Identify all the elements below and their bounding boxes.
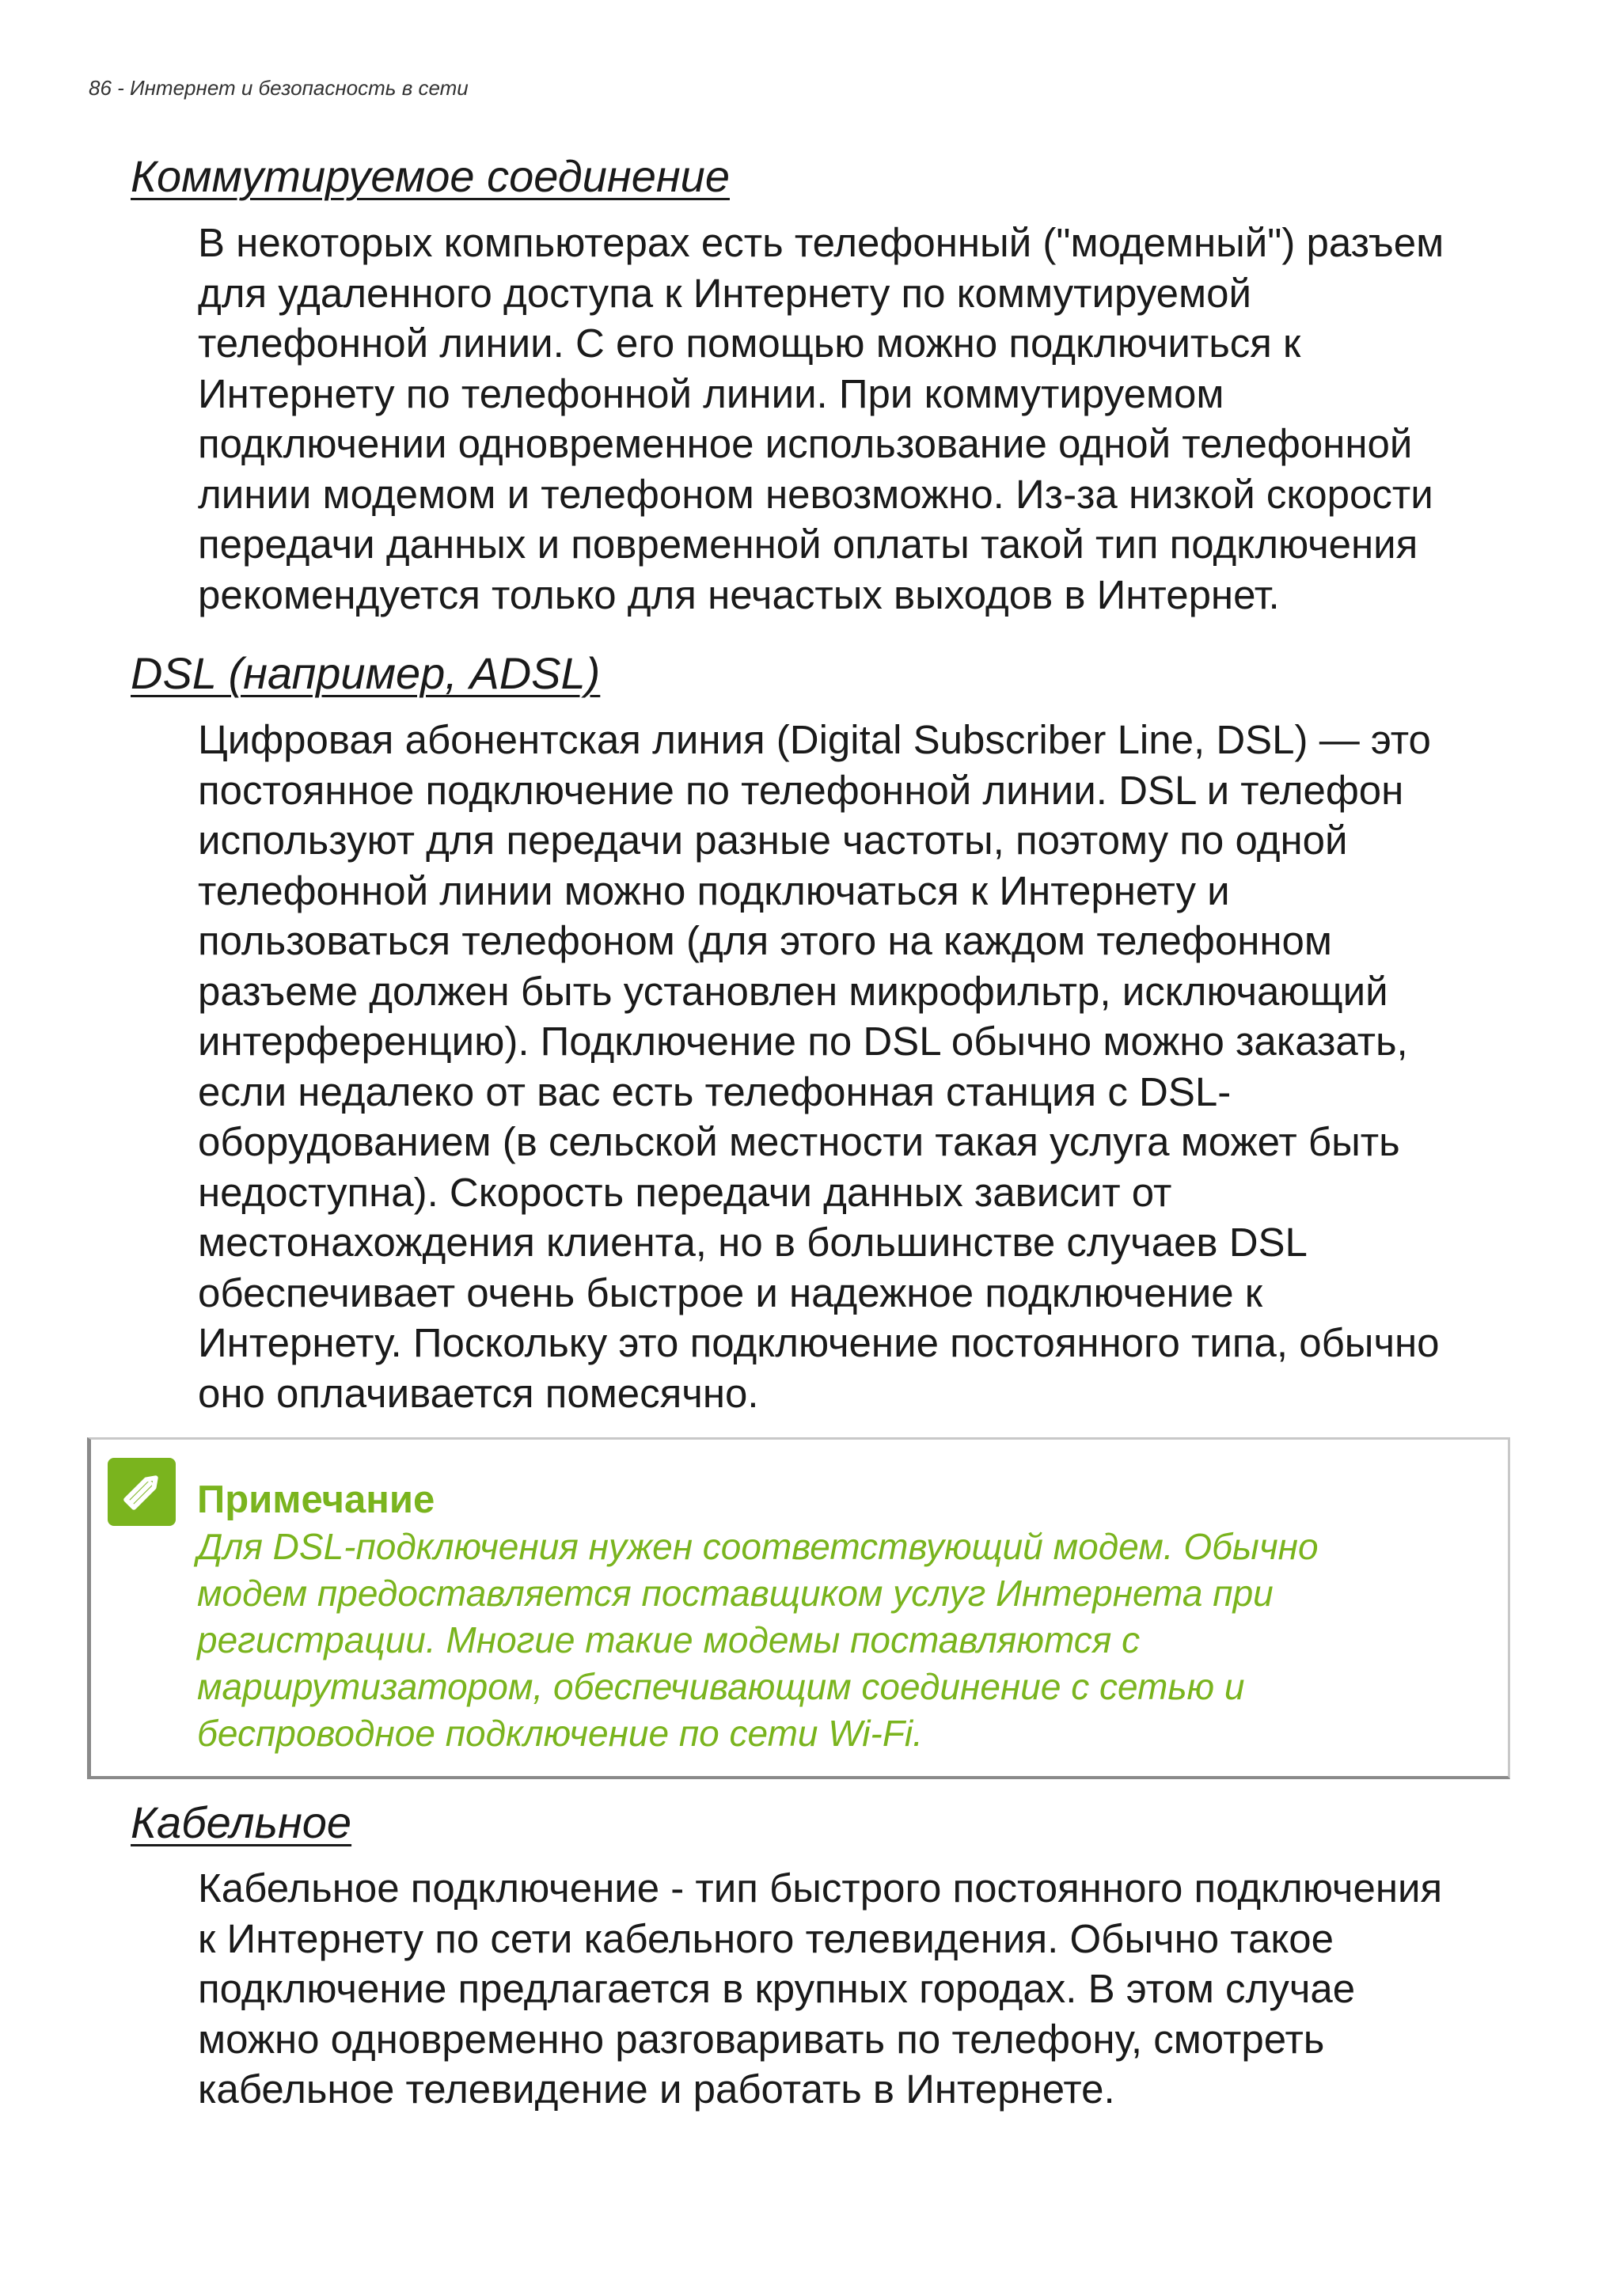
text-line: оно оплачивается помесячно.: [198, 1370, 759, 1416]
text-line: линии модемом и телефоном невозможно. Из-за низкой скорости: [198, 471, 1433, 517]
text-line: если недалеко от вас есть телефонная станция с DSL-: [198, 1068, 1232, 1114]
text-line: интерференцию). Подключение по DSL обычно можно заказать,: [198, 1019, 1408, 1064]
text-line: Интернету. Поскольку это подключение постоянного типа, обычно: [198, 1320, 1440, 1365]
text-line: пользоваться телефоном (для этого на каждом телефонном: [198, 918, 1332, 963]
text-line: разъеме должен быть установлен микрофильтр, исключающий: [198, 968, 1388, 1014]
text-line: используют для передачи разные частоты, поэтому по одной: [198, 818, 1348, 863]
text-line: недоступна). Скорость передачи данных зависит от: [198, 1169, 1172, 1215]
note-line: модем предоставляется поставщиком услуг Интернета при: [197, 1573, 1274, 1614]
text-line: кабельное телевидение и работать в Интернете.: [198, 2066, 1115, 2112]
note-line: регистрации. Многие такие модемы поставляются с: [197, 1619, 1141, 1660]
text-line: телефонной линии. С его помощью можно подключиться к: [198, 321, 1301, 366]
section-heading-dialup: Коммутируемое соединение: [131, 151, 730, 201]
section-body-cable: [198, 1863, 1543, 2115]
text-line: Интернету по телефонной линии. При коммутируемом: [198, 370, 1224, 416]
text-line: передачи данных и повременной оплаты такой тип подключения: [198, 522, 1418, 567]
text-line: Кабельное подключение - тип быстрого постоянного подключения: [198, 1865, 1443, 1911]
note-box: [87, 1437, 1510, 1779]
note-title: Примечание: [197, 1478, 435, 1521]
text-line: подключение предлагается в крупных городах. В этом случае: [198, 1966, 1356, 2011]
section-body-dsl: [198, 715, 1543, 1418]
text-line: Цифровая абонентская линия (Digital Subscriber Line, DSL) — это: [198, 717, 1431, 762]
text-line: подключении одновременное использование одной телефонной: [198, 421, 1413, 466]
note-body: [197, 1524, 1479, 1757]
text-line: местонахождения клиента, но в большинстве случаев DSL: [198, 1220, 1308, 1265]
text-line: В некоторых компьютерах есть телефонный ("модемный") разъем: [198, 220, 1444, 265]
text-line: для удаленного доступа к Интернету по коммутируемой: [198, 270, 1251, 316]
section-heading-dsl: DSL (например, ADSL): [131, 648, 601, 698]
section-heading-cable: Кабельное: [131, 1797, 352, 1847]
text-line: к Интернету по сети кабельного телевидения. Обычно такое: [198, 1915, 1334, 1961]
text-line: можно одновременно разговаривать по телефону, смотреть: [198, 2016, 1325, 2062]
pencil-icon: [108, 1458, 176, 1526]
text-line: телефонной линии можно подключаться к Интернету и: [198, 867, 1230, 913]
running-header: 86 - Интернет и безопасность в сети: [89, 76, 469, 100]
text-line: оборудованием (в сельской местности такая услуга может быть: [198, 1119, 1400, 1164]
text-line: постоянное подключение по телефонной линии. DSL и телефон: [198, 767, 1404, 813]
text-line: рекомендуется только для нечастых выходов в Интернет.: [198, 571, 1280, 617]
note-line: беспроводное подключение по сети Wi-Fi.: [197, 1713, 923, 1754]
text-line: обеспечивает очень быстрое и надежное подключение к: [198, 1269, 1263, 1315]
note-line: Для DSL-подключения нужен соответствующий модем. Обычно: [197, 1526, 1319, 1567]
note-line: маршрутизатором, обеспечивающим соединение с сетью и: [197, 1666, 1245, 1707]
section-body-dialup: [198, 218, 1543, 620]
